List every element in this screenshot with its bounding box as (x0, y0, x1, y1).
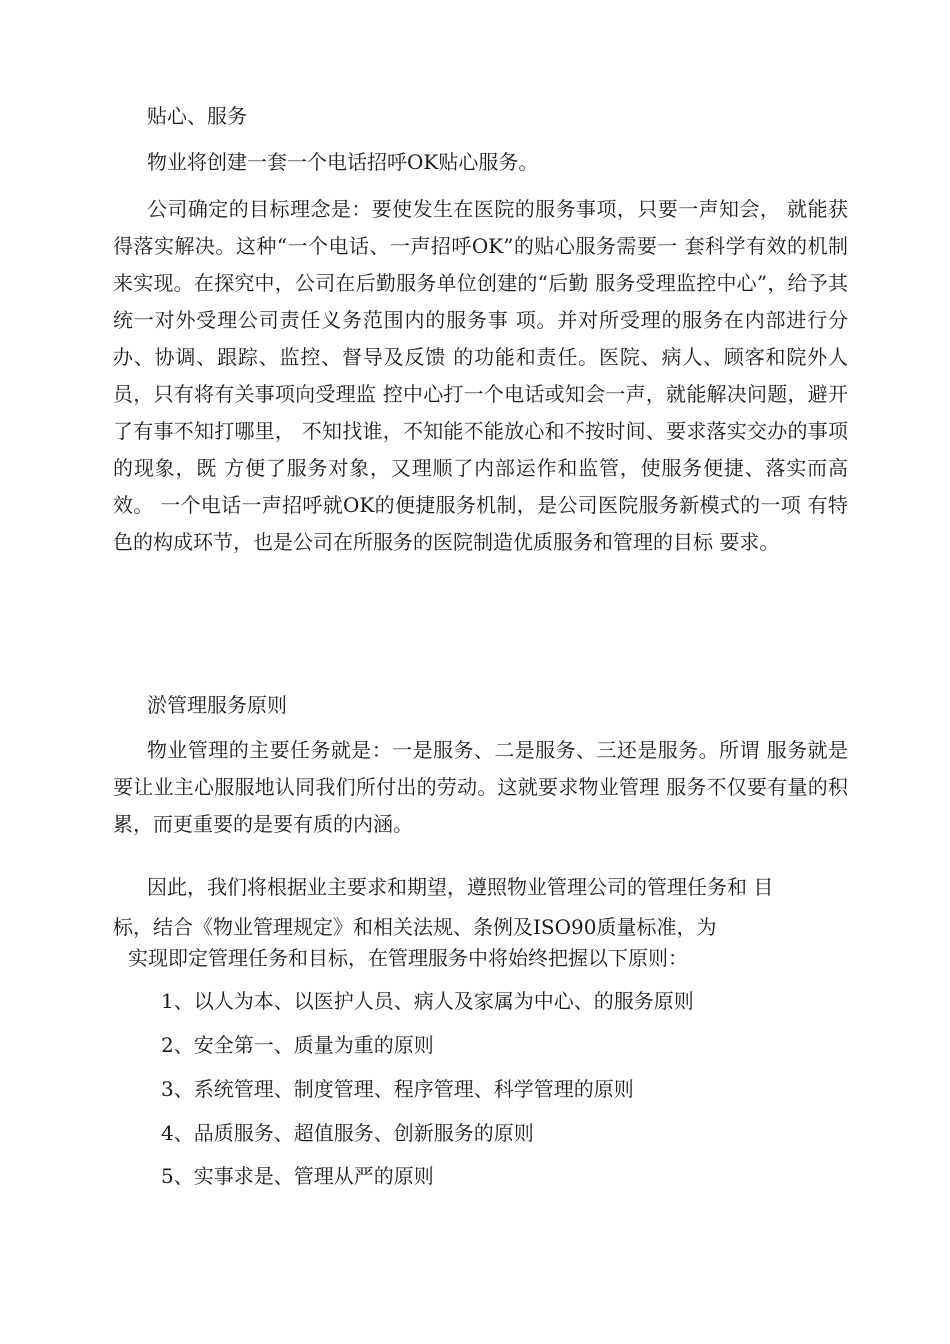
section-heading-principles: 淤管理服务原则 (147, 693, 287, 717)
principle-item-1: 1、以人为本、以医护人员、病人及家属为中心、的服务原则 (161, 989, 694, 1013)
body-paragraph-service-concept: 公司确定的目标理念是：要使发生在医院的服务事项，只要一声知会， 就能获得落实解决。这种“一个电话、一声招呼OK”的贴心服务需要一 套科学有效的机制来实现。在探究中，公司在后勤服务单位创建的“后勤 服务受理监控中心”，给予其统一对外受理公司责任义务范围内的服务事 项。并对所受理的服务在内部进行分办、协调、跟踪、监控、督导及反馈 的功能和责任。医院、病人、顾客和院外人员，只有将有关事项向受理监 控中心打一个电话或知会一声，就能解决问题，避开了有事不知打哪里， 不知找谁，不知能不能放心和不按时间、要求落实交办的事项的现象，既 方便了服务对象，又理顺了内部运作和监管，使服务便捷、落实而高效。 一个电话一声招呼就OK的便捷服务机制，是公司医院服务新模式的一项 有特色的构成环节，也是公司在所服务的医院制造优质服务和管理的目标 要求。 (113, 197, 848, 554)
body-paragraph-management-tasks: 物业管理的主要任务就是：一是服务、二是服务、三还是服务。所谓 服务就是要让业主心服服地认同我们所付出的劳动。这就要求物业管理 服务不仅要有量的积累，而更重要的是要有质的内涵。 (113, 738, 848, 836)
body-paragraph-line: 标，结合《物业管理规定》和相关法规、条例及ISO90质量标准，为 (113, 915, 717, 939)
body-paragraph-line: 实现即定管理任务和目标，在管理服务中将始终把握以下原则： (128, 946, 688, 970)
principle-item-4: 4、品质服务、超值服务、创新服务的原则 (161, 1121, 534, 1145)
principle-item-3: 3、系统管理、制度管理、程序管理、科学管理的原则 (161, 1077, 634, 1101)
principle-item-5: 5、实事求是、管理从严的原则 (161, 1164, 434, 1188)
principle-item-2: 2、安全第一、质量为重的原则 (161, 1033, 434, 1057)
intro-paragraph: 物业将创建一套一个电话招呼OK贴心服务。 (147, 150, 539, 174)
body-paragraph-line: 因此，我们将根据业主要求和期望，遵照物业管理公司的管理任务和 目 (147, 875, 774, 899)
section-heading-service: 贴心、服务 (147, 104, 247, 128)
